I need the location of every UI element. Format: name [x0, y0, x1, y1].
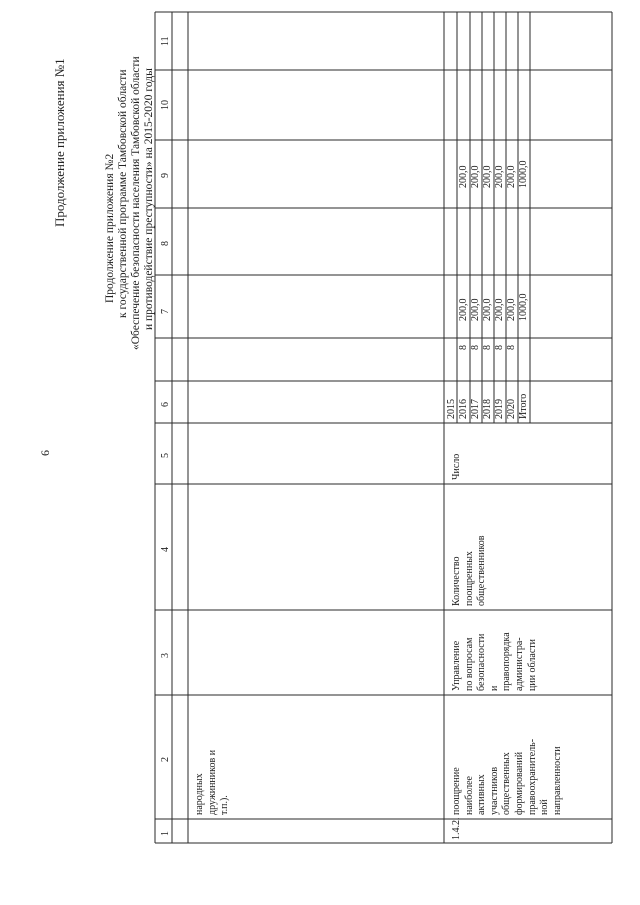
row-142-col2-line: формирований — [513, 751, 525, 815]
col-number-7: 7 — [160, 309, 171, 314]
col-number-9: 9 — [160, 173, 171, 178]
row-142-col2-line: участников — [488, 766, 500, 815]
row-142-col2-line: поощрение — [451, 767, 462, 815]
col9-cell: 200,0 — [482, 165, 493, 188]
row-142-col2-line: наиболее — [463, 776, 475, 815]
prev-row-col2-line: т.п.). — [219, 795, 231, 815]
col6-cell — [446, 345, 458, 350]
row-142-years — [446, 394, 530, 419]
row-142-col9 — [446, 161, 530, 189]
year-cell: 2015 — [446, 399, 457, 419]
row-142-col6 — [446, 345, 530, 350]
row-142-col4-line: Количество — [451, 556, 462, 606]
col-number-5: 5 — [160, 453, 171, 458]
year-cell: Итого — [518, 393, 529, 419]
page-number: 6 — [38, 450, 52, 456]
header-line-4: и противодействие преступности» на 2015-2020 годы — [143, 68, 155, 330]
prev-row-col2-line: дружинников и — [206, 749, 218, 815]
row-142-col5 — [451, 454, 464, 480]
year-cell: 2018 — [482, 399, 493, 419]
continuation-appendix-1: Продолжение приложения №1 — [52, 58, 67, 227]
col7-cell: 200,0 — [506, 298, 517, 321]
col9-cell: 1000,0 — [518, 160, 529, 188]
year-cell: 2016 — [458, 399, 469, 419]
year-cell: 2017 — [470, 399, 481, 419]
col-number-10: 10 — [160, 100, 171, 110]
row-142-number-text: 1.4.2. — [451, 817, 462, 840]
col7-cell: 200,0 — [482, 298, 493, 321]
row-142-col2-line: активных — [476, 774, 488, 815]
row-142-col5-line: Число — [451, 453, 462, 480]
col9-cell: 200,0 — [494, 165, 505, 188]
row-142-col3 — [451, 632, 539, 691]
col9-cell: 200,0 — [470, 165, 481, 188]
col6-cell: 8 — [482, 345, 493, 350]
row-142-col3-line: по вопросам — [463, 637, 475, 691]
col9-cell: 200,0 — [506, 165, 517, 188]
row-142-col3-line: безопасности — [476, 633, 488, 691]
row-142-col2-line: общественных — [501, 752, 513, 815]
col9-cell — [446, 161, 458, 189]
col-number-1: 1 — [160, 831, 171, 836]
row-142-col3-line: Управление — [451, 640, 462, 691]
col9-cell: 200,0 — [458, 165, 469, 188]
header-line-1: Продолжение приложения №2 — [104, 153, 116, 303]
row-142-col7 — [446, 294, 530, 322]
year-cell: 2020 — [506, 399, 517, 419]
col-number-2: 2 — [160, 757, 171, 762]
row-142-col2-line: ной — [539, 799, 551, 815]
row-142-col3-line: и — [488, 685, 500, 691]
row-142-number — [451, 818, 464, 841]
row-142-col3-line: ции области — [526, 639, 538, 691]
col-number-3: 3 — [160, 653, 171, 658]
col-number-11: 11 — [160, 36, 171, 46]
prev-row-col2 — [194, 750, 232, 815]
col6-cell: 8 — [458, 345, 469, 350]
prev-row-col2-line: народных — [194, 773, 205, 815]
row-142-col4 — [451, 535, 489, 606]
row-142-col4-line: общественников — [476, 535, 488, 606]
row-142-col2-line: направленности — [551, 746, 563, 815]
header-line-3: «Обеспечение безопасности населения Тамбовской области — [130, 56, 142, 350]
col7-cell — [446, 294, 458, 322]
row-142-col3-line: администра- — [513, 637, 525, 691]
col7-cell: 1000,0 — [518, 293, 529, 321]
col6-cell — [518, 345, 530, 350]
year-cell: 2019 — [494, 399, 505, 419]
col-number-4: 4 — [160, 547, 171, 552]
col-number-6: 6 — [160, 402, 171, 407]
col7-cell: 200,0 — [494, 298, 505, 321]
col6-cell: 8 — [470, 345, 481, 350]
col6-cell: 8 — [494, 345, 505, 350]
col7-cell: 200,0 — [470, 298, 481, 321]
col-number-8: 8 — [160, 241, 171, 246]
col6-cell: 8 — [506, 345, 517, 350]
row-142-col2 — [451, 739, 564, 815]
row-142-col2-line: правоохранитель- — [526, 738, 538, 815]
row-142-col4-line: поощренных — [463, 551, 475, 606]
row-142-col3-line: правопорядка — [501, 632, 513, 691]
header-line-2: к государственной программе Тамбовской области — [117, 69, 129, 318]
col7-cell: 200,0 — [458, 298, 469, 321]
